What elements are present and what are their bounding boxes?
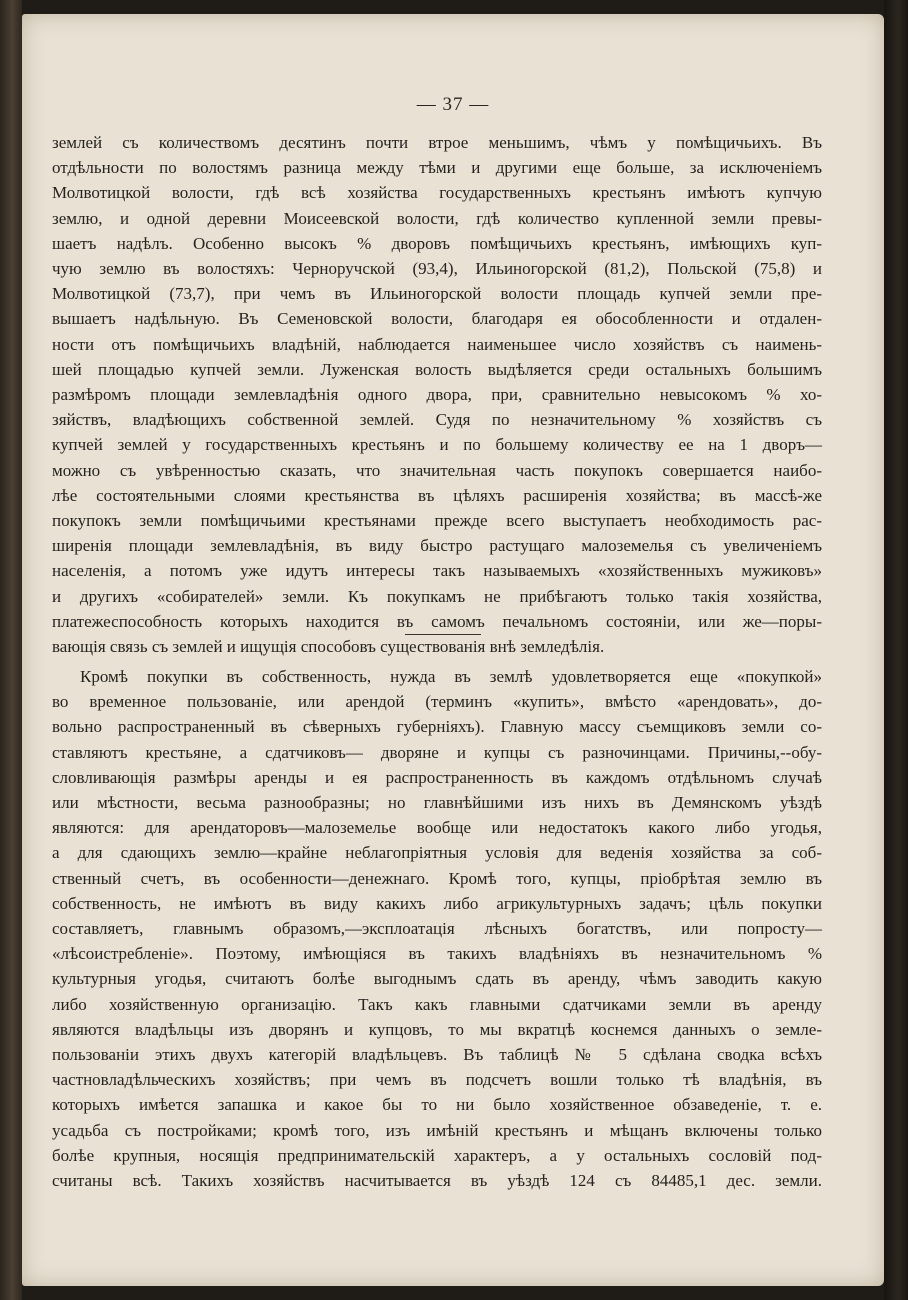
book-page [22, 14, 884, 1286]
text-line: во временное пользованiе, или арендой (терминъ «купить», вмѣсто «арендовать», до- [52, 692, 822, 712]
text-line: которыхъ имѣется запашка и какое бы то ни было хозяйственное обзаведенiе, т. е. [52, 1095, 822, 1115]
text-line: болѣе крупныя, носящiя предпринимательскiй характеръ, а у остальныхъ сословiй под- [52, 1145, 822, 1165]
text-line: платежеспособность которыхъ находится въ самомъ печальномъ состоянiи, или же—поры- [52, 611, 822, 631]
paragraph-1 [52, 130, 822, 659]
text-line: «лѣсоистребленiе». Поэтому, имѣющiяся въ такихъ владѣнiяхъ въ незначительномъ % [52, 944, 822, 964]
text-line: ственный счетъ, въ особенности—денежнаго. Кромѣ того, купцы, прiобрѣтая землю въ [52, 868, 822, 888]
text-line: собственность, не имѣютъ въ виду какихъ либо агрикультурныхъ задачъ; цѣль покупки [52, 893, 822, 913]
text-line: ности отъ помѣщичьихъ владѣнiй, наблюдается наименьшее число хозяйствъ съ наимень- [52, 334, 822, 354]
text-line: частновладѣльческихъ хозяйствъ; при чемъ въ подсчетъ вошли только тѣ владѣнiя, въ [52, 1070, 822, 1090]
text-line: покупокъ земли помѣщичьими крестьянами прежде всего выступаетъ необходимость рас- [52, 511, 822, 531]
text-line: землей съ количествомъ десятинъ почти втрое меньшимъ, чѣмъ у помѣщичьихъ. Въ [52, 133, 822, 152]
text-line: размѣромъ площади землевладѣнiя одного двора, при, сравнительно невысокомъ % хо- [52, 385, 822, 405]
text-line: культурныя угодья, считаютъ болѣе выгоднымъ сдать въ аренду, чѣмъ заводить какую [52, 969, 822, 989]
text-line: пользованiи этихъ двухъ категорiй владѣльцевъ. Въ таблицѣ № 5 сдѣлана сводка всѣхъ [52, 1045, 822, 1065]
text-line: составляетъ, главнымъ образомъ,—эксплоатацiя лѣсныхъ богатствъ, или попросту— [52, 919, 822, 939]
text-line: Кромѣ покупки въ собственность, нужда въ землѣ удовлетворяется еще «покупкой» [80, 667, 822, 686]
text-line: считаны всѣ. Такихъ хозяйствъ насчитывается въ уѣздѣ 124 съ 84485,1 дес. земли. [52, 1171, 822, 1191]
text-line: и другихъ «собирателей» земли. Къ покупкамъ не прибѣгаютъ только такiя хозяйства, [52, 586, 822, 606]
text-line: являются владѣльцы изъ дворянъ и купцовъ, то мы вкратцѣ коснемся данныхъ о земле- [52, 1019, 822, 1039]
text-line: ставляютъ крестьяне, а сдатчиковъ— дворяне и купцы съ разночинцами. Причины,--обу- [52, 742, 822, 762]
text-line: Молвотицкой (73,7), при чемъ въ Ильиногорской волости площадь купчей земли пре- [52, 284, 822, 304]
book-edge-right [884, 0, 908, 1300]
text-line: чую землю въ волостяхъ: Черноручской (93,4), Ильиногорской (81,2), Польской (75,8) и [52, 259, 822, 279]
text-line: являются: для арендаторовъ—малоземелье вообще или недостатокъ какого либо угодья, [52, 818, 822, 838]
text-line: отдѣльности по волостямъ разница между тѣми и другими еще больше, за исключенiемъ [52, 158, 822, 178]
text-line: или мѣстности, весьма разнообразны; но главнѣйшими изъ нихъ въ Демянскомъ уѣздѣ [52, 793, 822, 813]
book-spine-left [0, 0, 22, 1300]
section-divider [405, 634, 481, 635]
text-line: вольно распространенный въ сѣверныхъ губернiяхъ). Главную массу съемщиковъ земли со- [52, 717, 822, 737]
text-line: землю, и одной деревни Моисеевской волости, гдѣ количество купленной земли превы- [52, 208, 822, 228]
paragraph-2 [52, 664, 822, 1193]
text-line: можно съ увѣренностью сказать, что значительная часть покупокъ совершается наибо- [52, 460, 822, 480]
text-line: купчей землей у государственныхъ крестьянъ и по большему количеству ее на 1 дворъ— [52, 435, 822, 455]
text-line: Молвотицкой волости, гдѣ всѣ хозяйства государственныхъ крестьянъ имѣютъ купчую [52, 183, 822, 203]
text-line: ширенiя площади землевладѣнiя, въ виду быстро растущаго малоземелья съ увеличенiемъ [52, 536, 822, 556]
text-line: вышаетъ надѣльную. Въ Семеновской волости, благодаря ея обособленности и отдален- [52, 309, 822, 329]
text-line: усадьба съ постройками; кромѣ того, изъ имѣнiй крестьянъ и мѣщанъ включены только [52, 1120, 822, 1140]
text-line: лѣе состоятельными слоями крестьянства въ цѣляхъ расширенiя хозяйства; въ массѣ-же [52, 485, 822, 505]
text-line: шей площадью купчей земли. Луженская волость выдѣляется среди остальныхъ большимъ [52, 359, 822, 379]
text-line: населенiя, а потомъ уже идутъ интересы такъ называемыхъ «хозяйственныхъ мужиковъ» [52, 561, 822, 581]
text-line: словливающiя размѣры аренды и ея распространенность въ каждомъ отдѣльномъ случаѣ [52, 767, 822, 787]
page-number: — 37 — [416, 94, 490, 115]
text-line: либо хозяйственную организацiю. Такъ какъ главными сдатчиками земли въ аренду [52, 994, 822, 1014]
text-line: шаетъ надѣлъ. Особенно высокъ % дворовъ помѣщичьихъ крестьянъ, имѣющихъ куп- [52, 233, 822, 253]
text-line: вающiя связь съ землей и ищущiя способовъ существованiя внѣ земледѣлiя. [52, 637, 605, 657]
text-line: а для сдающихъ землю—крайне неблагопрiятныя условiя для веденiя хозяйства за соб- [52, 843, 822, 863]
text-line: зяйствъ, владѣющихъ собственной землей. Судя по незначительному % хозяйствъ съ [52, 410, 822, 430]
